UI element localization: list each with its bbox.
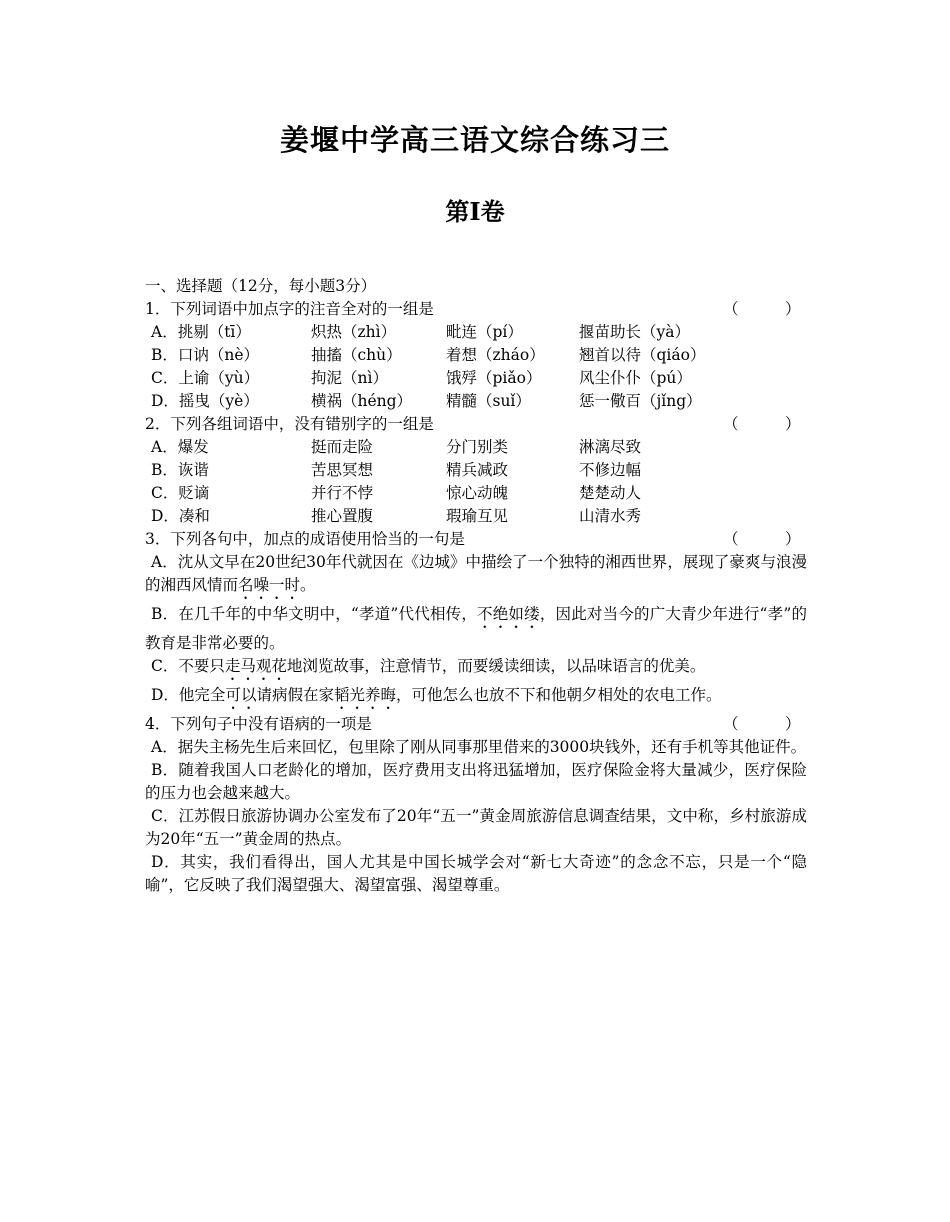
- answer-blank: （ ）: [723, 715, 801, 733]
- question-1-stem: [145, 298, 807, 321]
- option-cell: 抽搐（chù）: [311, 346, 402, 364]
- option-text: ，可他怎么也放不下和他朝夕相处的农电工作。: [395, 686, 722, 704]
- answer-blank: （ ）: [723, 300, 801, 318]
- question-2-option-b: [145, 459, 807, 482]
- option-text: 地浏览故事，注意情节，而要缓读细读，以品味语言的优美。: [286, 657, 706, 675]
- question-4-option-a: A．据失主杨先生后来回忆，包里除了刚从同事那里借来的3000块钱外，还有手机等其他证件。: [151, 738, 807, 756]
- option-cell: 挺而走险: [311, 438, 374, 456]
- question-3-option-d: [145, 684, 807, 713]
- question-1-option-b: [145, 344, 807, 367]
- option-text: A．沈从文早在20世纪30年代就因在《边城》中描绘了一个独特的湘西世界，展现了豪爽与浪漫的湘西风情而: [145, 553, 807, 594]
- question-2-option-c: [145, 482, 807, 505]
- option-cell: 惩一儆百（jǐng）: [579, 392, 702, 410]
- question-2-option-d: [145, 505, 807, 528]
- dotted-word: 可以: [225, 686, 257, 704]
- option-cell: 炽热（zhì）: [311, 323, 397, 341]
- option-cell: 风尘仆仆（pú）: [579, 369, 692, 387]
- question-1-option-d: [145, 390, 807, 413]
- question-stem-text: 3．下列各句中，加点的成语使用恰当的一句是: [145, 530, 465, 548]
- option-text: D．他完全: [151, 686, 226, 704]
- option-cell: 并行不悖: [311, 484, 374, 502]
- question-3-option-a: [145, 551, 807, 603]
- option-cell: B．口讷（nè）: [151, 346, 260, 364]
- page-title: 姜堰中学高三语文综合练习三: [279, 123, 670, 157]
- option-text: ，因此对当今的广大青少年进行“孝”的教育是非常必要的。: [145, 605, 807, 652]
- exam-content: [145, 275, 807, 897]
- option-cell: 瑕瑜互见: [446, 507, 509, 525]
- question-3-stem: [145, 528, 807, 551]
- option-cell: 精髓（suǐ）: [446, 392, 531, 410]
- option-cell: 精兵减政: [446, 461, 509, 479]
- option-cell: B．诙谐: [151, 461, 209, 479]
- section-heading: 一、选择题（12分，每小题3分）: [145, 277, 377, 295]
- question-3-option-c: [145, 655, 807, 684]
- option-cell: 毗连（pí）: [446, 323, 523, 341]
- question-stem-text: 2．下列各组词语中，没有错别字的一组是: [145, 415, 434, 433]
- option-cell: 揠苗助长（yà）: [579, 323, 690, 341]
- option-cell: 翘首以待（qiáo）: [579, 346, 706, 364]
- option-cell: 推心置腹: [311, 507, 374, 525]
- option-cell: 山清水秀: [579, 507, 642, 525]
- question-stem-text: 1．下列词语中加点字的注音全对的一组是: [145, 300, 434, 318]
- option-cell: 拘泥（nì）: [311, 369, 388, 387]
- option-cell: C．贬谪: [151, 484, 210, 502]
- dotted-idiom: 韬光养晦: [333, 686, 396, 704]
- option-text: B．在几千年的中华文明中，“孝道”代代相传，: [151, 605, 478, 623]
- question-2-option-a: [145, 436, 807, 459]
- option-cell: D．凑和: [151, 507, 210, 525]
- question-2-stem: [145, 413, 807, 436]
- question-4-option-d: D．其实，我们看得出，国人尤其是中国长城学会对“新七大奇迹”的念念不忘，只是一个“隐喻”，它反映了我们渴望强大、渴望富强、渴望尊重。: [145, 853, 807, 894]
- dotted-idiom: 走马观花: [224, 657, 287, 675]
- answer-blank: （ ）: [723, 530, 801, 548]
- page-subtitle: 第I卷: [445, 197, 505, 226]
- dotted-idiom: 不绝如缕: [477, 605, 540, 623]
- question-4-option-b: B．随着我国人口老龄化的增加，医疗费用支出将迅猛增加，医疗保险金将大量减少，医疗保险的压力也会越来越大。: [145, 761, 807, 802]
- option-cell: 不修边幅: [579, 461, 642, 479]
- option-cell: C．上谕（yù）: [151, 369, 260, 387]
- question-1-option-a: [145, 321, 807, 344]
- option-cell: 惊心动魄: [446, 484, 509, 502]
- option-cell: A．挑剔（tī）: [151, 323, 251, 341]
- option-text: 。: [300, 576, 316, 594]
- option-cell: 饿殍（piǎo）: [446, 369, 542, 387]
- answer-blank: （ ）: [723, 415, 801, 433]
- option-text: C．不要只: [151, 657, 225, 675]
- dotted-idiom: 名噪一时: [238, 576, 301, 594]
- question-stem-text: 4．下列句子中没有语病的一项是: [145, 715, 372, 733]
- option-cell: 苦思冥想: [311, 461, 374, 479]
- option-cell: 着想（zháo）: [446, 346, 545, 364]
- question-4-stem: [145, 713, 807, 736]
- option-cell: 横祸（héng）: [311, 392, 413, 410]
- option-cell: A．爆发: [151, 438, 209, 456]
- question-4-option-c: C．江苏假日旅游协调办公室发布了20年“五一”黄金周旅游信息调查结果，文中称，乡村旅游成为20年“五一”黄金周的热点。: [145, 807, 807, 848]
- option-cell: 淋漓尽致: [579, 438, 642, 456]
- question-1-option-c: [145, 367, 807, 390]
- option-cell: 分门别类: [446, 438, 509, 456]
- question-3-option-b: [145, 603, 807, 655]
- option-cell: D．摇曳（yè）: [151, 392, 259, 410]
- option-cell: 楚楚动人: [579, 484, 642, 502]
- option-text: 请病假在家: [256, 686, 334, 704]
